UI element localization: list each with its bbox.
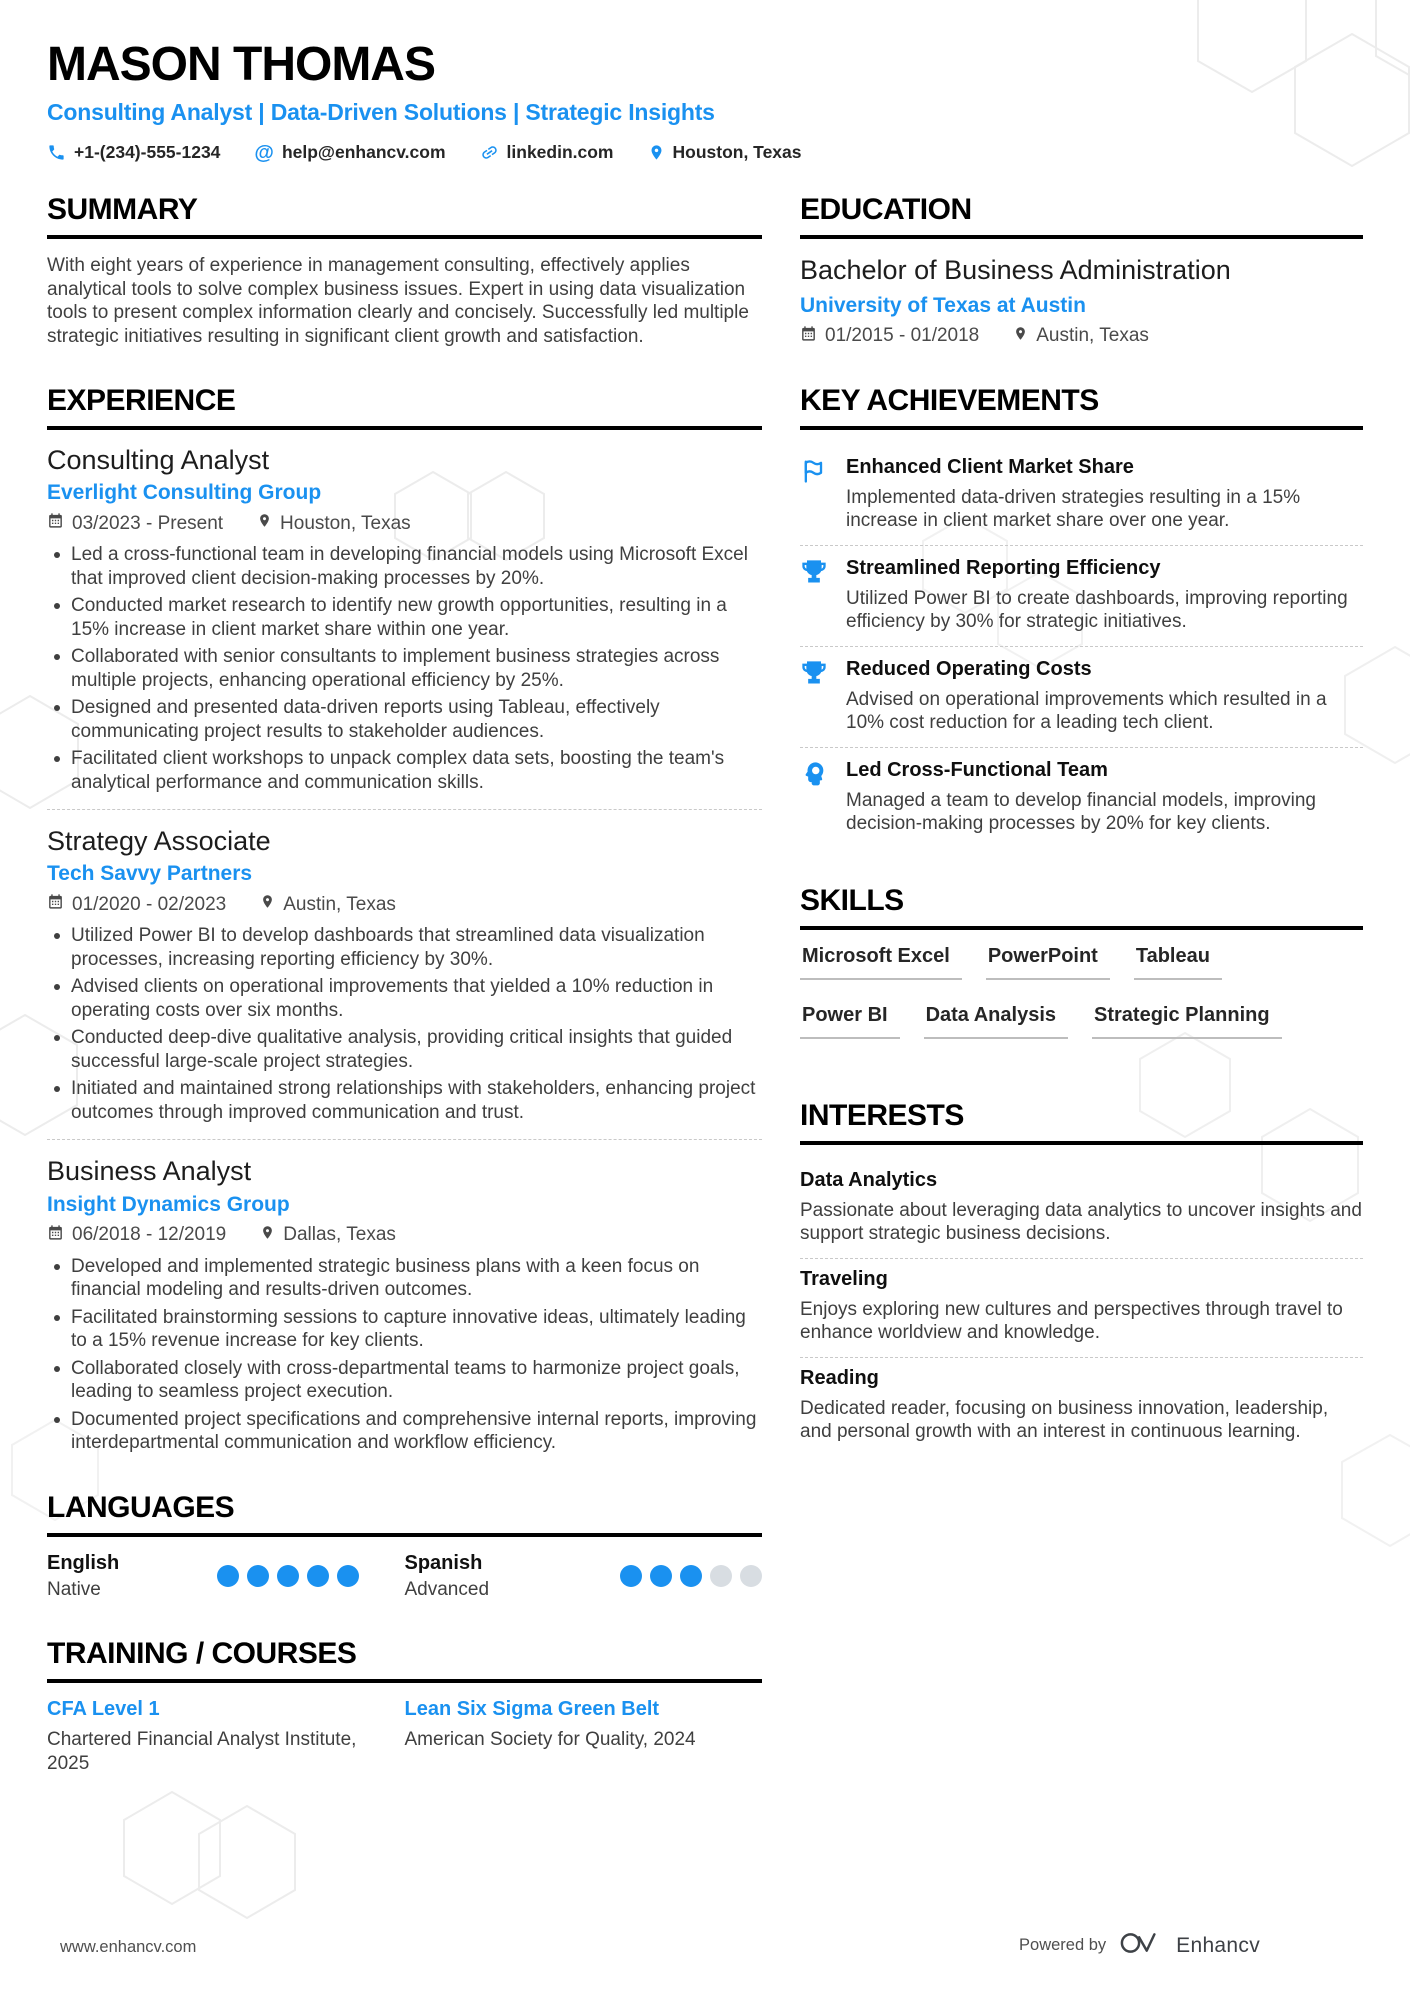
achievement-text: Implemented data-driven strategies resulting in a 15% increase in client market share over one year.: [846, 486, 1301, 532]
bullet-item: Conducted deep-dive qualitative analysis, providing critical insights that guided successful large-scale project strategies.: [47, 1026, 762, 1073]
education-heading: EDUCATION: [800, 193, 1363, 239]
skill-item: PowerPoint: [986, 945, 1110, 980]
achievement-item: [800, 445, 1363, 545]
bullet-item: Documented project specifications and comprehensive internal reports, improving interdepartmental communication and workflow efficiency.: [47, 1408, 762, 1455]
bullet-item: Advised clients on operational improvements that yielded a 10% reduction in operating costs over six months.: [47, 975, 762, 1022]
job-entry: [47, 1139, 762, 1454]
contact-row: [47, 142, 1363, 163]
interest-text: Passionate about leveraging data analytics to uncover insights and support strategic business decisions.: [800, 1199, 1362, 1245]
language-item: [47, 1552, 405, 1601]
interest-text: Dedicated reader, focusing on business innovation, leadership, and personal growth with an interest in continuous learning.: [800, 1397, 1329, 1443]
training-item: [47, 1698, 405, 1776]
job-meta: [47, 512, 762, 535]
location-pin-icon: [260, 893, 275, 916]
interest-item: [800, 1258, 1363, 1357]
job-title: Consulting Analyst: [47, 445, 270, 476]
job-meta: [47, 893, 762, 916]
location-pin-icon: [257, 512, 272, 535]
contact-location-text: Houston, Texas: [672, 142, 802, 163]
contact-phone[interactable]: [47, 142, 220, 163]
skills-heading: SKILLS: [800, 884, 1363, 930]
achievement-text: Managed a team to develop financial models, improving decision-making processes by 20% for key clients.: [846, 789, 1316, 835]
achievements-section: [800, 384, 1363, 848]
job-dates: 03/2023 - Present: [47, 512, 223, 535]
link-icon: [480, 143, 499, 162]
achievements-heading: KEY ACHIEVEMENTS: [800, 384, 1363, 430]
summary-section: [47, 193, 762, 348]
interest-title: Reading: [800, 1366, 879, 1389]
bullet-item: Led a cross-functional team in developing financial models using Microsoft Excel that improved client decision-making processes by 20%.: [47, 543, 762, 590]
language-proficiency-dots: [620, 1565, 762, 1587]
job-dates: 01/2020 - 02/2023: [47, 893, 226, 916]
training-title: Lean Six Sigma Green Belt: [404, 1697, 660, 1720]
training-subtitle: Chartered Financial Analyst Institute, 2025: [47, 1728, 357, 1774]
bullet-item: Developed and implemented strategic business plans with a keen focus on financial modeling and results-driven outcomes.: [47, 1255, 762, 1302]
powered-by-block[interactable]: [1019, 1930, 1260, 1961]
experience-heading: EXPERIENCE: [47, 384, 762, 430]
summary-text: With eight years of experience in management consulting, effectively applies analytical tools to solve complex business issues. Expert in using data visualization tools to present complex information clearly and concisely. Successfully led multiple strategic initiatives resulting in significant client growth and satisfaction.: [47, 255, 749, 347]
calendar-icon: [47, 1224, 64, 1247]
education-location: Austin, Texas: [1013, 325, 1149, 348]
interest-item: [800, 1357, 1363, 1456]
left-column: [47, 193, 762, 1775]
job-bullets: [47, 543, 762, 794]
header: [47, 40, 1363, 163]
interest-title: Traveling: [800, 1267, 888, 1290]
training-subtitle: American Society for Quality, 2024: [404, 1728, 696, 1750]
flag-icon: [800, 455, 830, 533]
education-dates: 01/2015 - 01/2018: [800, 325, 979, 348]
skill-item: Tableau: [1134, 945, 1222, 980]
job-entry: [47, 445, 762, 794]
job-location: Austin, Texas: [260, 893, 396, 916]
job-meta: [47, 1224, 762, 1247]
headline: Consulting Analyst | Data-Driven Solutions | Strategic Insights: [47, 99, 715, 126]
contact-email-text: help@enhancv.com: [281, 142, 446, 163]
language-name: English: [47, 1551, 120, 1574]
location-icon: [648, 143, 665, 162]
location-pin-icon: [260, 1224, 275, 1247]
degree-title: Bachelor of Business Administration: [800, 255, 1231, 286]
phone-icon: [47, 143, 66, 162]
training-heading: TRAINING / COURSES: [47, 1637, 762, 1683]
brand-wordmark: Enhancv: [1176, 1933, 1260, 1957]
calendar-icon: [47, 512, 64, 535]
contact-linkedin-text: linkedin.com: [506, 142, 614, 163]
achievement-title: Led Cross-Functional Team: [846, 758, 1108, 781]
language-proficiency-dots: [217, 1565, 359, 1587]
bullet-item: Collaborated with senior consultants to implement business strategies across multiple projects, enhancing operational efficiency by 25%.: [47, 645, 762, 692]
skills-section: [800, 884, 1363, 1063]
achievement-item: [800, 646, 1363, 747]
job-company: Tech Savvy Partners: [47, 862, 253, 886]
job-entry: [47, 809, 762, 1124]
achievement-item: [800, 747, 1363, 848]
achievement-text: Utilized Power BI to create dashboards, improving reporting efficiency by 30% for strategic initiatives.: [846, 587, 1348, 633]
language-level: Advanced: [404, 1578, 490, 1600]
bullet-item: Designed and presented data-driven reports using Tableau, effectively communicating project results to stakeholder audiences.: [47, 696, 762, 743]
skill-item: Power BI: [800, 1004, 900, 1039]
languages-section: [47, 1491, 762, 1601]
contact-phone-text: +1-(234)-555-1234: [74, 142, 221, 163]
right-column: [800, 193, 1363, 1775]
skill-item: Data Analysis: [924, 1004, 1068, 1039]
job-bullets: [47, 924, 762, 1124]
achievement-text: Advised on operational improvements which resulted in a 10% cost reduction for a leading tech client.: [846, 688, 1327, 734]
calendar-icon: [47, 893, 64, 916]
bullet-item: Initiated and maintained strong relationships with stakeholders, enhancing project outcomes through improved communication and trust.: [47, 1077, 762, 1124]
experience-section: [47, 384, 762, 1454]
language-level: Native: [47, 1578, 101, 1600]
job-bullets: [47, 1255, 762, 1455]
trophy-icon: [800, 657, 830, 735]
website-link[interactable]: www.enhancv.com: [60, 1938, 197, 1956]
interests-heading: INTERESTS: [800, 1099, 1363, 1145]
enhancv-logo: [1120, 1930, 1162, 1961]
language-name: Spanish: [404, 1551, 483, 1574]
bullet-item: Conducted market research to identify new growth opportunities, resulting in a 15% increase in client market share within one year.: [47, 594, 762, 641]
job-company: Insight Dynamics Group: [47, 1192, 290, 1216]
job-dates: 06/2018 - 12/2019: [47, 1224, 226, 1247]
job-location: Dallas, Texas: [260, 1224, 396, 1247]
bullet-item: Utilized Power BI to develop dashboards that streamlined data visualization processes, increasing reporting efficiency by 30%.: [47, 924, 762, 971]
achievement-title: Streamlined Reporting Efficiency: [846, 556, 1161, 579]
skill-item: Strategic Planning: [1092, 1004, 1282, 1039]
education-section: [800, 193, 1363, 347]
contact-linkedin[interactable]: [480, 142, 614, 163]
interest-title: Data Analytics: [800, 1168, 938, 1191]
achievement-item: [800, 545, 1363, 646]
languages-heading: LANGUAGES: [47, 1491, 762, 1537]
bullet-item: Facilitated brainstorming sessions to capture innovative ideas, ultimately leading to a 15% revenue increase for key clients.: [47, 1306, 762, 1353]
summary-heading: SUMMARY: [47, 193, 762, 239]
location-pin-icon: [1013, 325, 1028, 348]
achievement-title: Reduced Operating Costs: [846, 657, 1092, 680]
trophy-icon: [800, 556, 830, 634]
interest-text: Enjoys exploring new cultures and perspectives through travel to enhance worldview and knowledge.: [800, 1298, 1343, 1344]
head-icon: [800, 758, 830, 836]
skill-item: Microsoft Excel: [800, 945, 962, 980]
bullet-item: Collaborated closely with cross-departmental teams to harmonize project goals, leading to seamless project execution.: [47, 1357, 762, 1404]
job-company: Everlight Consulting Group: [47, 481, 322, 505]
person-name: MASON THOMAS: [47, 38, 435, 91]
training-title: CFA Level 1: [47, 1697, 160, 1720]
school-name: University of Texas at Austin: [800, 293, 1086, 317]
training-item: [405, 1698, 763, 1776]
education-meta: [800, 325, 1363, 348]
contact-location: [648, 142, 802, 163]
interest-item: [800, 1160, 1363, 1258]
interests-section: [800, 1099, 1363, 1456]
job-title: Strategy Associate: [47, 826, 271, 857]
language-item: [405, 1552, 763, 1601]
calendar-icon: [800, 325, 817, 348]
skills-list: [800, 945, 1363, 1063]
at-icon: @: [254, 141, 274, 164]
bullet-item: Facilitated client workshops to unpack complex data sets, boosting the team's analytical performance and communication skills.: [47, 747, 762, 794]
powered-by-label: Powered by: [1019, 1936, 1107, 1954]
job-location: Houston, Texas: [257, 512, 411, 535]
training-section: [47, 1637, 762, 1776]
job-title: Business Analyst: [47, 1156, 252, 1187]
achievement-title: Enhanced Client Market Share: [846, 455, 1134, 478]
contact-email[interactable]: [254, 142, 445, 163]
